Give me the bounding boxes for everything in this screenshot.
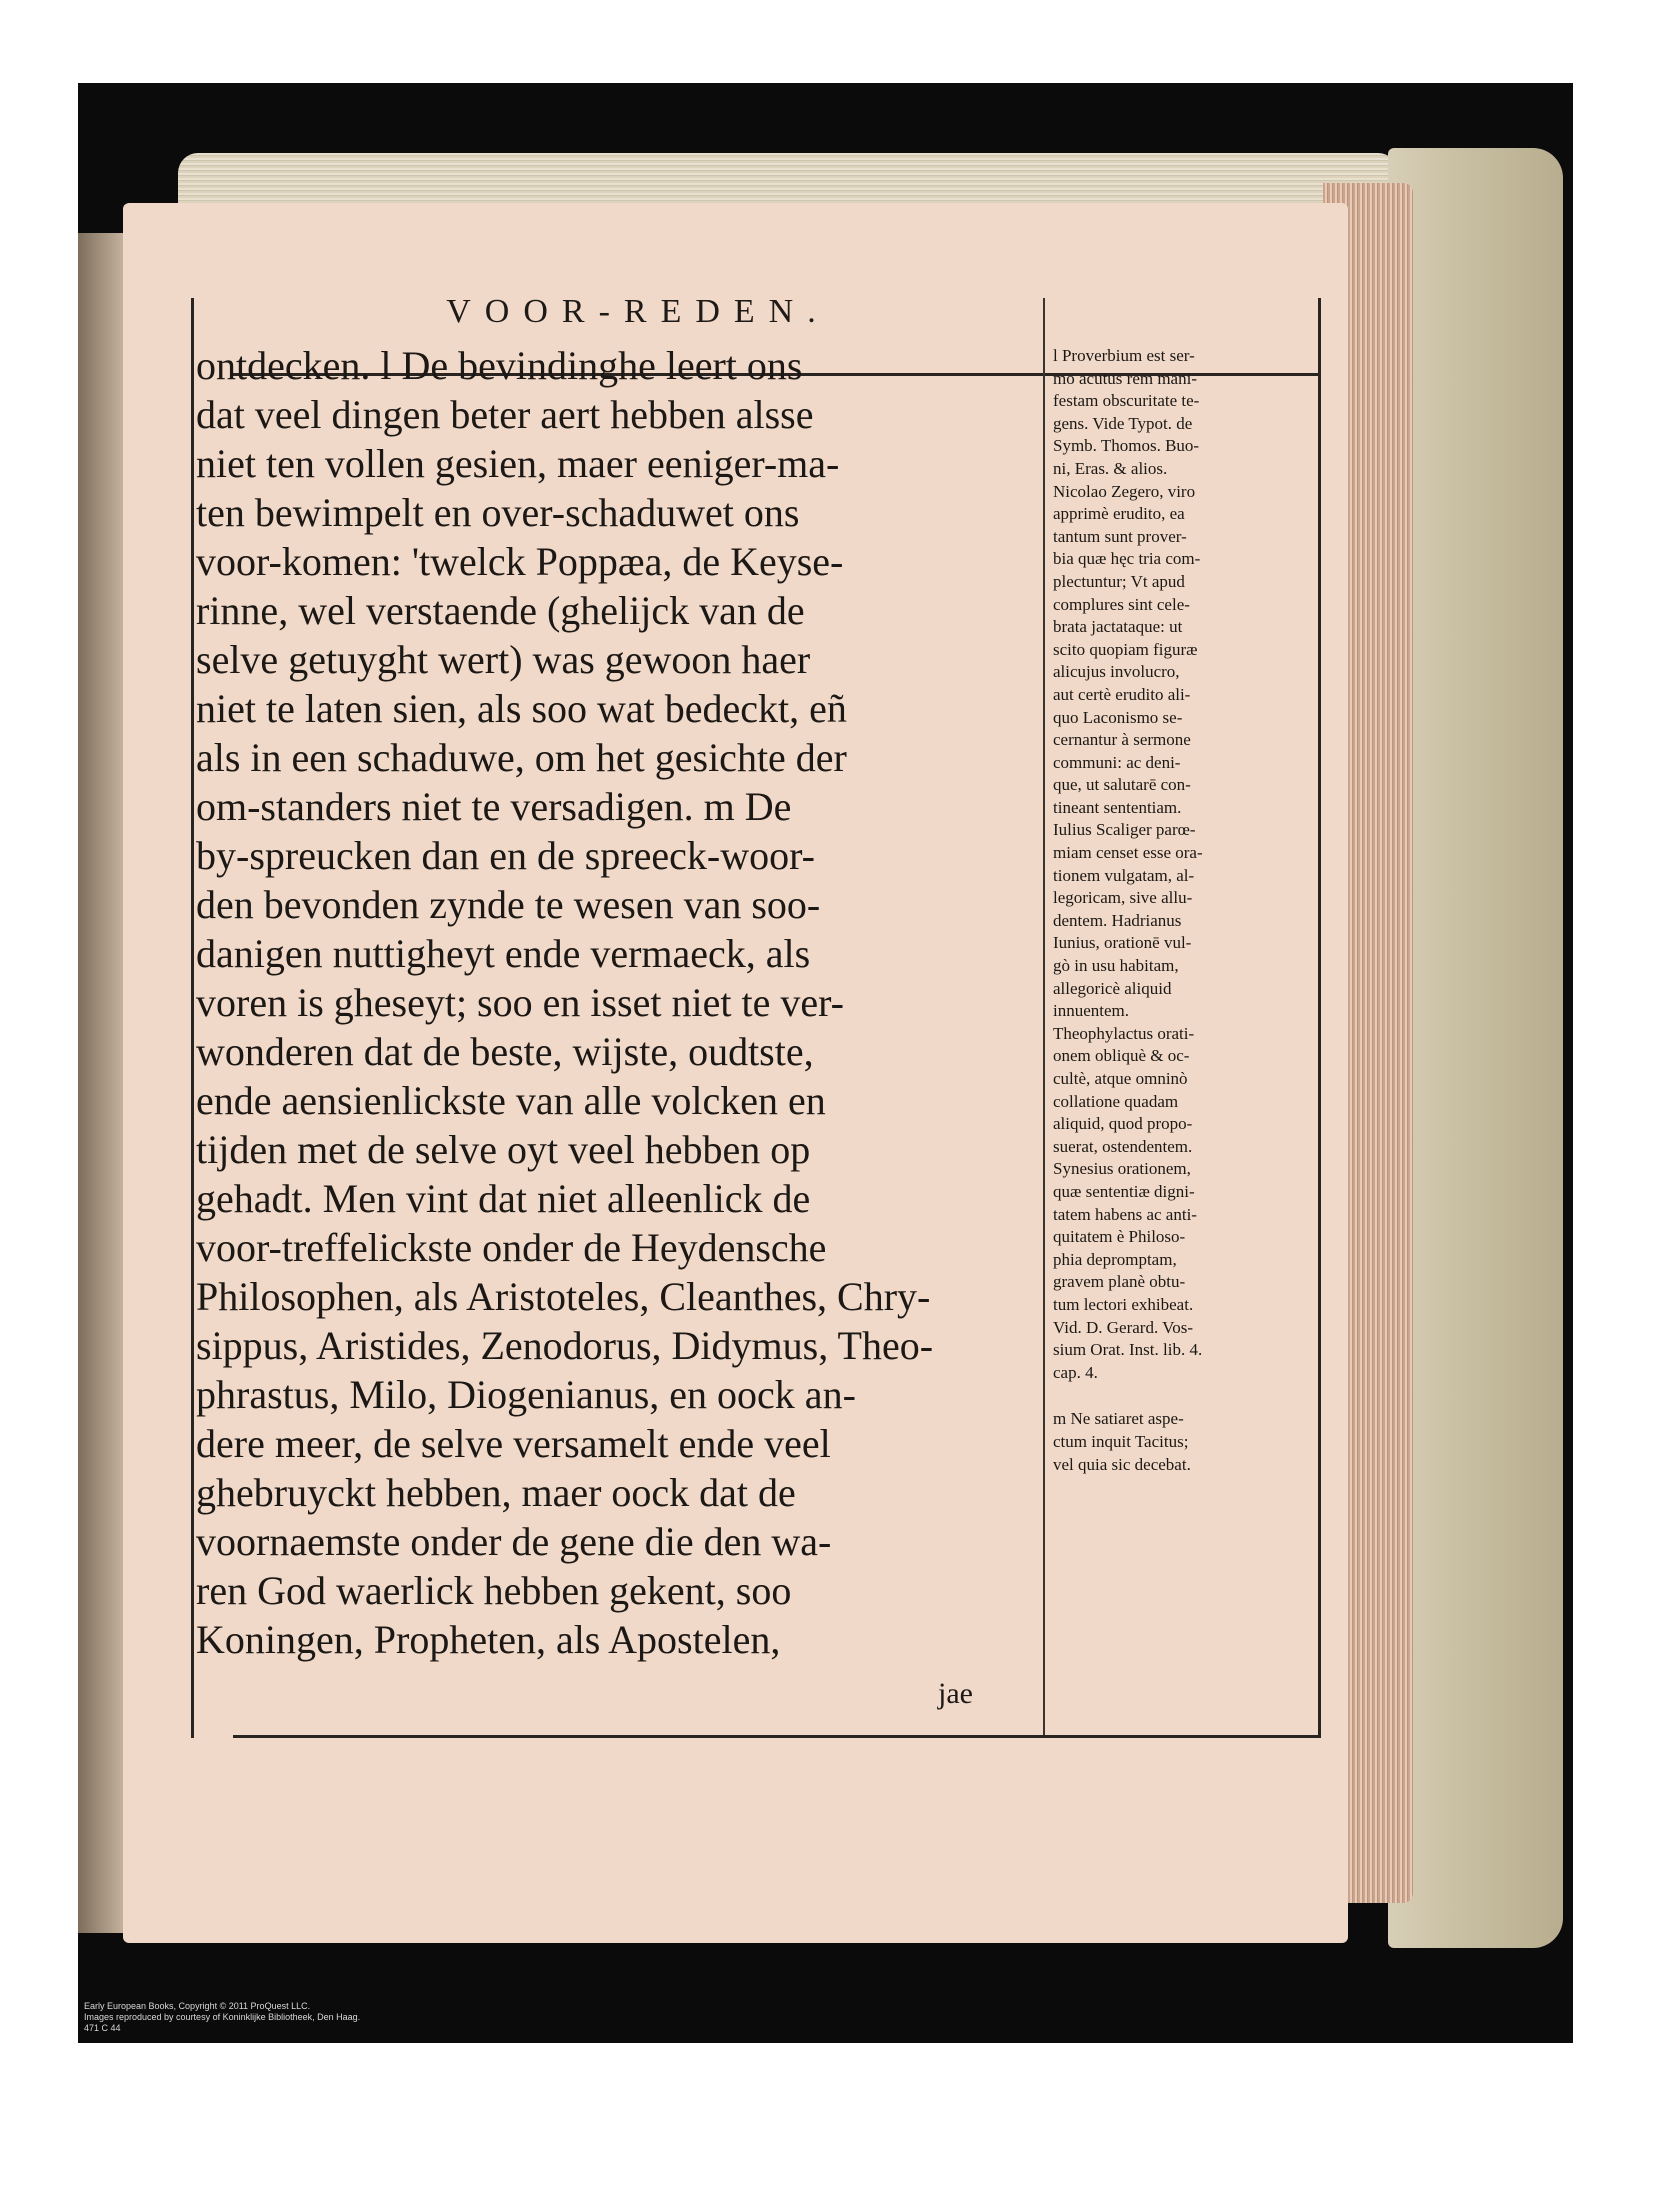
- text-line: niet ten vollen gesien, maer eeniger-ma-: [196, 441, 840, 486]
- text-line: Koningen, Propheten, als Apostelen,: [196, 1617, 781, 1662]
- text-line: tijden met de selve oyt veel hebben op: [196, 1127, 811, 1172]
- note-line: quo Laconismo se-: [1053, 707, 1183, 727]
- note-line: dentem. Hadrianus: [1053, 910, 1182, 930]
- margin-rule: [1043, 298, 1045, 1738]
- book-cover: [1388, 148, 1563, 1948]
- credit-line: Early European Books, Copyright © 2011 ProQuest LLC.: [84, 2001, 311, 2011]
- text-line: ten bewimpelt en over-schaduwet ons: [196, 490, 800, 535]
- running-header: VOOR-REDEN.: [446, 293, 830, 330]
- note-line: ni, Eras. & alios.: [1053, 458, 1168, 478]
- credit-line: 471 C 44: [84, 2023, 121, 2033]
- note-line: sium Orat. Inst. lib. 4.: [1053, 1340, 1203, 1360]
- text-line: sippus, Aristides, Zenodorus, Didymus, Theo-: [196, 1323, 934, 1368]
- text-line: voor-komen: 'twelck Poppæa, de Keyse-: [196, 539, 844, 584]
- text-line: voornaemste onder de gene die den wa-: [196, 1519, 832, 1564]
- note-line: Nicolao Zegero, viro: [1053, 481, 1196, 501]
- note-line: alicujus involucro,: [1053, 662, 1180, 682]
- bottom-rule: [233, 1735, 1318, 1738]
- note-line: m Ne satiaret aspe-: [1053, 1409, 1184, 1429]
- text-line: rinne, wel verstaende (ghelijck van de: [196, 588, 805, 633]
- note-line: cap. 4.: [1053, 1362, 1098, 1382]
- facing-page-edge: [78, 233, 128, 1933]
- note-line: tionem vulgatam, al-: [1053, 865, 1195, 885]
- note-line: que, ut salutarē con-: [1053, 775, 1191, 795]
- note-line: bia quæ hęc tria com-: [1053, 549, 1201, 569]
- text-line: Philosophen, als Aristoteles, Cleanthes, Chry-: [196, 1274, 931, 1319]
- note-line: aliquid, quod propo-: [1053, 1114, 1193, 1134]
- text-line: voor-treffelickste onder de Heydensche: [196, 1225, 827, 1270]
- text-line: phrastus, Milo, Diogenianus, en oock an-: [196, 1372, 856, 1417]
- text-line: by-spreucken dan en de spreeck-woor-: [196, 833, 815, 878]
- note-line: tantum sunt prover-: [1053, 526, 1187, 546]
- note-line: gò in usu habitam,: [1053, 956, 1179, 976]
- note-line: innuentem.: [1053, 1001, 1130, 1021]
- note-line: quitatem è Philoso-: [1053, 1227, 1186, 1247]
- text-line: gehadt. Men vint dat niet alleenlick de: [196, 1176, 811, 1221]
- scan-image: [78, 83, 1573, 2043]
- note-line: gens. Vide Typot. de: [1053, 413, 1193, 433]
- note-line: legoricam, sive allu-: [1053, 888, 1193, 908]
- note-line: communi: ac deni-: [1053, 752, 1181, 772]
- text-line: om-standers niet te versadigen. m De: [196, 784, 792, 829]
- main-text-block: [196, 341, 1041, 1664]
- catchword: jae: [938, 1677, 973, 1710]
- text-line: niet te laten sien, als soo wat bedeckt, eñ: [196, 686, 847, 731]
- note-line: scito quopiam figuræ: [1053, 639, 1198, 659]
- note-line: tineant sententiam.: [1053, 797, 1182, 817]
- left-rule: [191, 298, 194, 1738]
- note-line: vel quia sic decebat.: [1053, 1454, 1191, 1474]
- text-line: danigen nuttigheyt ende vermaeck, als: [196, 931, 811, 976]
- note-line: collatione quadam: [1053, 1091, 1179, 1111]
- note-line: Iulius Scaliger parœ-: [1053, 820, 1196, 840]
- note-line: tum lectori exhibeat.: [1053, 1294, 1194, 1314]
- note-line: Iunius, orationē vul-: [1053, 933, 1192, 953]
- note-line: complures sint cele-: [1053, 594, 1190, 614]
- text-line: voren is gheseyt; soo en isset niet te ver-: [196, 980, 844, 1025]
- note-line: Symb. Thomos. Buo-: [1053, 436, 1200, 456]
- copyright-credits: [84, 2001, 360, 2034]
- note-line: apprimè erudito, ea: [1053, 504, 1185, 524]
- note-line: cernantur à sermone: [1053, 730, 1191, 750]
- note-line: suerat, ostendentem.: [1053, 1136, 1193, 1156]
- note-line: plectuntur; Vt apud: [1053, 571, 1185, 591]
- note-spacer: [1053, 1384, 1321, 1408]
- text-line: ghebruyckt hebben, maer oock dat de: [196, 1470, 796, 1515]
- note-line: allegoricè aliquid: [1053, 978, 1172, 998]
- credit-line: Images reproduced by courtesy of Koninklijke Bibliotheek, Den Haag.: [84, 2012, 361, 2022]
- text-line: den bevonden zynde te wesen van soo-: [196, 882, 821, 927]
- text-line: ende aensienlickste van alle volcken en: [196, 1078, 826, 1123]
- note-line: ctum inquit Tacitus;: [1053, 1431, 1189, 1451]
- marginal-notes: [1053, 345, 1321, 1476]
- text-line: ren God waerlick hebben gekent, soo: [196, 1568, 792, 1613]
- note-line: mo acutus rem mani-: [1053, 368, 1197, 388]
- text-line: dere meer, de selve versamelt ende veel: [196, 1421, 831, 1466]
- text-line: dat veel dingen beter aert hebben alsse: [196, 392, 814, 437]
- note-line: cultè, atque omninò: [1053, 1069, 1188, 1088]
- note-line: onem obliquè & oc-: [1053, 1046, 1190, 1066]
- note-line: festam obscuritate te-: [1053, 391, 1200, 411]
- note-line: quæ sententiæ digni-: [1053, 1181, 1195, 1201]
- text-line: selve getuyght wert) was gewoon haer: [196, 637, 811, 682]
- note-line: l Proverbium est ser-: [1053, 346, 1195, 365]
- text-line: wonderen dat de beste, wijste, oudtste,: [196, 1029, 814, 1074]
- note-line: brata jactataque: ut: [1053, 617, 1183, 637]
- note-line: phia depromptam,: [1053, 1249, 1177, 1269]
- note-line: gravem planè obtu-: [1053, 1272, 1186, 1292]
- note-line: aut certè erudito ali-: [1053, 684, 1191, 704]
- text-line: als in een schaduwe, om het gesichte der: [196, 735, 847, 780]
- note-line: miam censet esse ora-: [1053, 843, 1203, 863]
- note-line: Vid. D. Gerard. Vos-: [1053, 1317, 1194, 1337]
- note-line: tatem habens ac anti-: [1053, 1204, 1197, 1224]
- note-line: Theophylactus orati-: [1053, 1023, 1195, 1043]
- text-line: ontdecken. l De bevindinghe leert ons: [196, 343, 803, 388]
- note-line: Synesius orationem,: [1053, 1159, 1191, 1179]
